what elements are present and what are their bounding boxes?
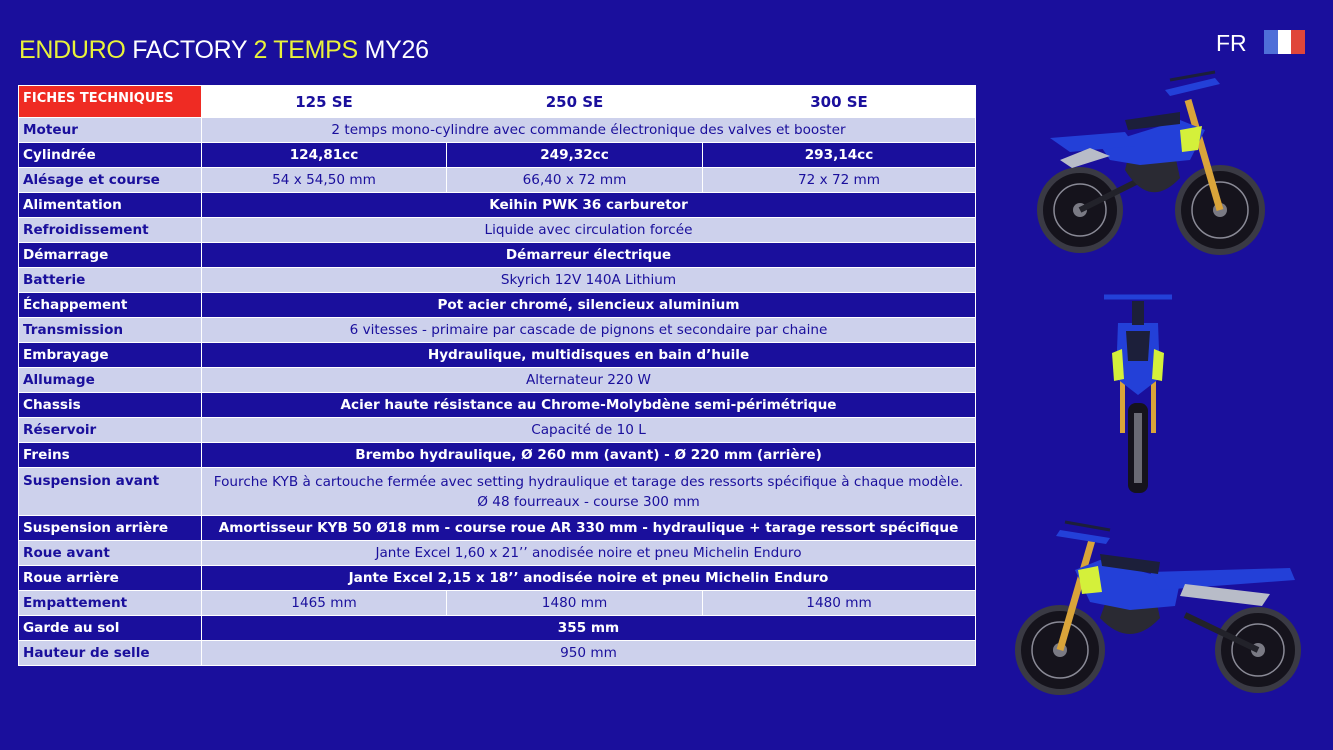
row-value-250: 249,32cc (447, 143, 703, 168)
row-value-250: 66,40 x 72 mm (447, 168, 703, 193)
row-label: Démarrage (19, 243, 202, 268)
table-row (19, 368, 976, 393)
title-enduro: ENDURO (19, 36, 126, 64)
row-value: Jante Excel 2,15 x 18’’ anodisée noire et pneu Michelin Enduro (202, 566, 976, 591)
row-label: Alésage et course (19, 168, 202, 193)
fiches-techniques-header: FICHES TECHNIQUES (19, 86, 202, 118)
bike-front-view-image (1098, 283, 1178, 498)
table-row (19, 343, 976, 368)
row-label: Suspension arrière (19, 516, 202, 541)
row-label: Échappement (19, 293, 202, 318)
row-value: 355 mm (202, 616, 976, 641)
table-header-row (19, 86, 976, 118)
table-row (19, 143, 976, 168)
row-value-125: 54 x 54,50 mm (202, 168, 447, 193)
table-row (19, 516, 976, 541)
row-label: Allumage (19, 368, 202, 393)
row-value-125: 1465 mm (202, 591, 447, 616)
model-250-header: 250 SE (447, 86, 703, 118)
row-label: Hauteur de selle (19, 641, 202, 666)
row-label: Garde au sol (19, 616, 202, 641)
row-label: Réservoir (19, 418, 202, 443)
page-title (19, 36, 429, 65)
row-value-125: 124,81cc (202, 143, 447, 168)
row-value-300: 72 x 72 mm (703, 168, 976, 193)
bike-side-view-image (1030, 60, 1270, 265)
row-value-300: 1480 mm (703, 591, 976, 616)
table-row (19, 318, 976, 343)
row-label: Cylindrée (19, 143, 202, 168)
row-value: Jante Excel 1,60 x 21’’ anodisée noire et pneu Michelin Enduro (202, 541, 976, 566)
title-model-year: MY26 (364, 36, 429, 64)
model-125-header: 125 SE (202, 86, 447, 118)
row-label: Suspension avant (19, 468, 202, 516)
row-value-line-1: Fourche KYB à cartouche fermée avec setting hydraulique et tarage des ressorts spécifique à chaque modèle. (213, 473, 964, 490)
row-value-line-2: Ø 48 fourreaux - course 300 mm (477, 493, 700, 510)
table-row (19, 293, 976, 318)
row-value: Hydraulique, multidisques en bain d’huile (202, 343, 976, 368)
table-row (19, 393, 976, 418)
title-2-temps: 2 TEMPS (253, 36, 358, 64)
table-row (19, 418, 976, 443)
row-value: Capacité de 10 L (202, 418, 976, 443)
table-row (19, 616, 976, 641)
row-label: Refroidissement (19, 218, 202, 243)
table-row (19, 541, 976, 566)
row-label: Chassis (19, 393, 202, 418)
row-value: Skyrich 12V 140A Lithium (202, 268, 976, 293)
row-value: 950 mm (202, 641, 976, 666)
row-value: Alternateur 220 W (202, 368, 976, 393)
french-flag-icon (1264, 30, 1305, 54)
table-row (19, 243, 976, 268)
table-row (19, 468, 976, 516)
bike-side-view-left-image (1010, 510, 1315, 705)
row-value-250: 1480 mm (447, 591, 703, 616)
table-row (19, 443, 976, 468)
row-label: Roue arrière (19, 566, 202, 591)
row-value: Pot acier chromé, silencieux aluminium (202, 293, 976, 318)
row-label: Alimentation (19, 193, 202, 218)
table-row (19, 591, 976, 616)
row-value: 6 vitesses - primaire par cascade de pignons et secondaire par chaine (202, 318, 976, 343)
model-300-header: 300 SE (703, 86, 976, 118)
row-value: Liquide avec circulation forcée (202, 218, 976, 243)
row-label: Roue avant (19, 541, 202, 566)
table-row (19, 641, 976, 666)
row-label: Moteur (19, 118, 202, 143)
table-row (19, 566, 976, 591)
specs-table (18, 85, 976, 666)
row-value (202, 468, 976, 516)
row-label: Transmission (19, 318, 202, 343)
row-value: 2 temps mono-cylindre avec commande électronique des valves et booster (202, 118, 976, 143)
table-row (19, 168, 976, 193)
row-value: Acier haute résistance au Chrome-Molybdène semi-périmétrique (202, 393, 976, 418)
table-row (19, 218, 976, 243)
table-row (19, 268, 976, 293)
row-value: Amortisseur KYB 50 Ø18 mm - course roue AR 330 mm - hydraulique + tarage ressort spécifique (202, 516, 976, 541)
row-label: Batterie (19, 268, 202, 293)
row-value: Brembo hydraulique, Ø 260 mm (avant) - Ø 220 mm (arrière) (202, 443, 976, 468)
row-value: Keihin PWK 36 carburetor (202, 193, 976, 218)
table-row (19, 118, 976, 143)
row-label: Embrayage (19, 343, 202, 368)
title-factory: FACTORY (132, 36, 247, 64)
table-row (19, 193, 976, 218)
language-code: FR (1216, 30, 1247, 56)
row-label: Empattement (19, 591, 202, 616)
row-value: Démarreur électrique (202, 243, 976, 268)
row-value-300: 293,14cc (703, 143, 976, 168)
row-label: Freins (19, 443, 202, 468)
